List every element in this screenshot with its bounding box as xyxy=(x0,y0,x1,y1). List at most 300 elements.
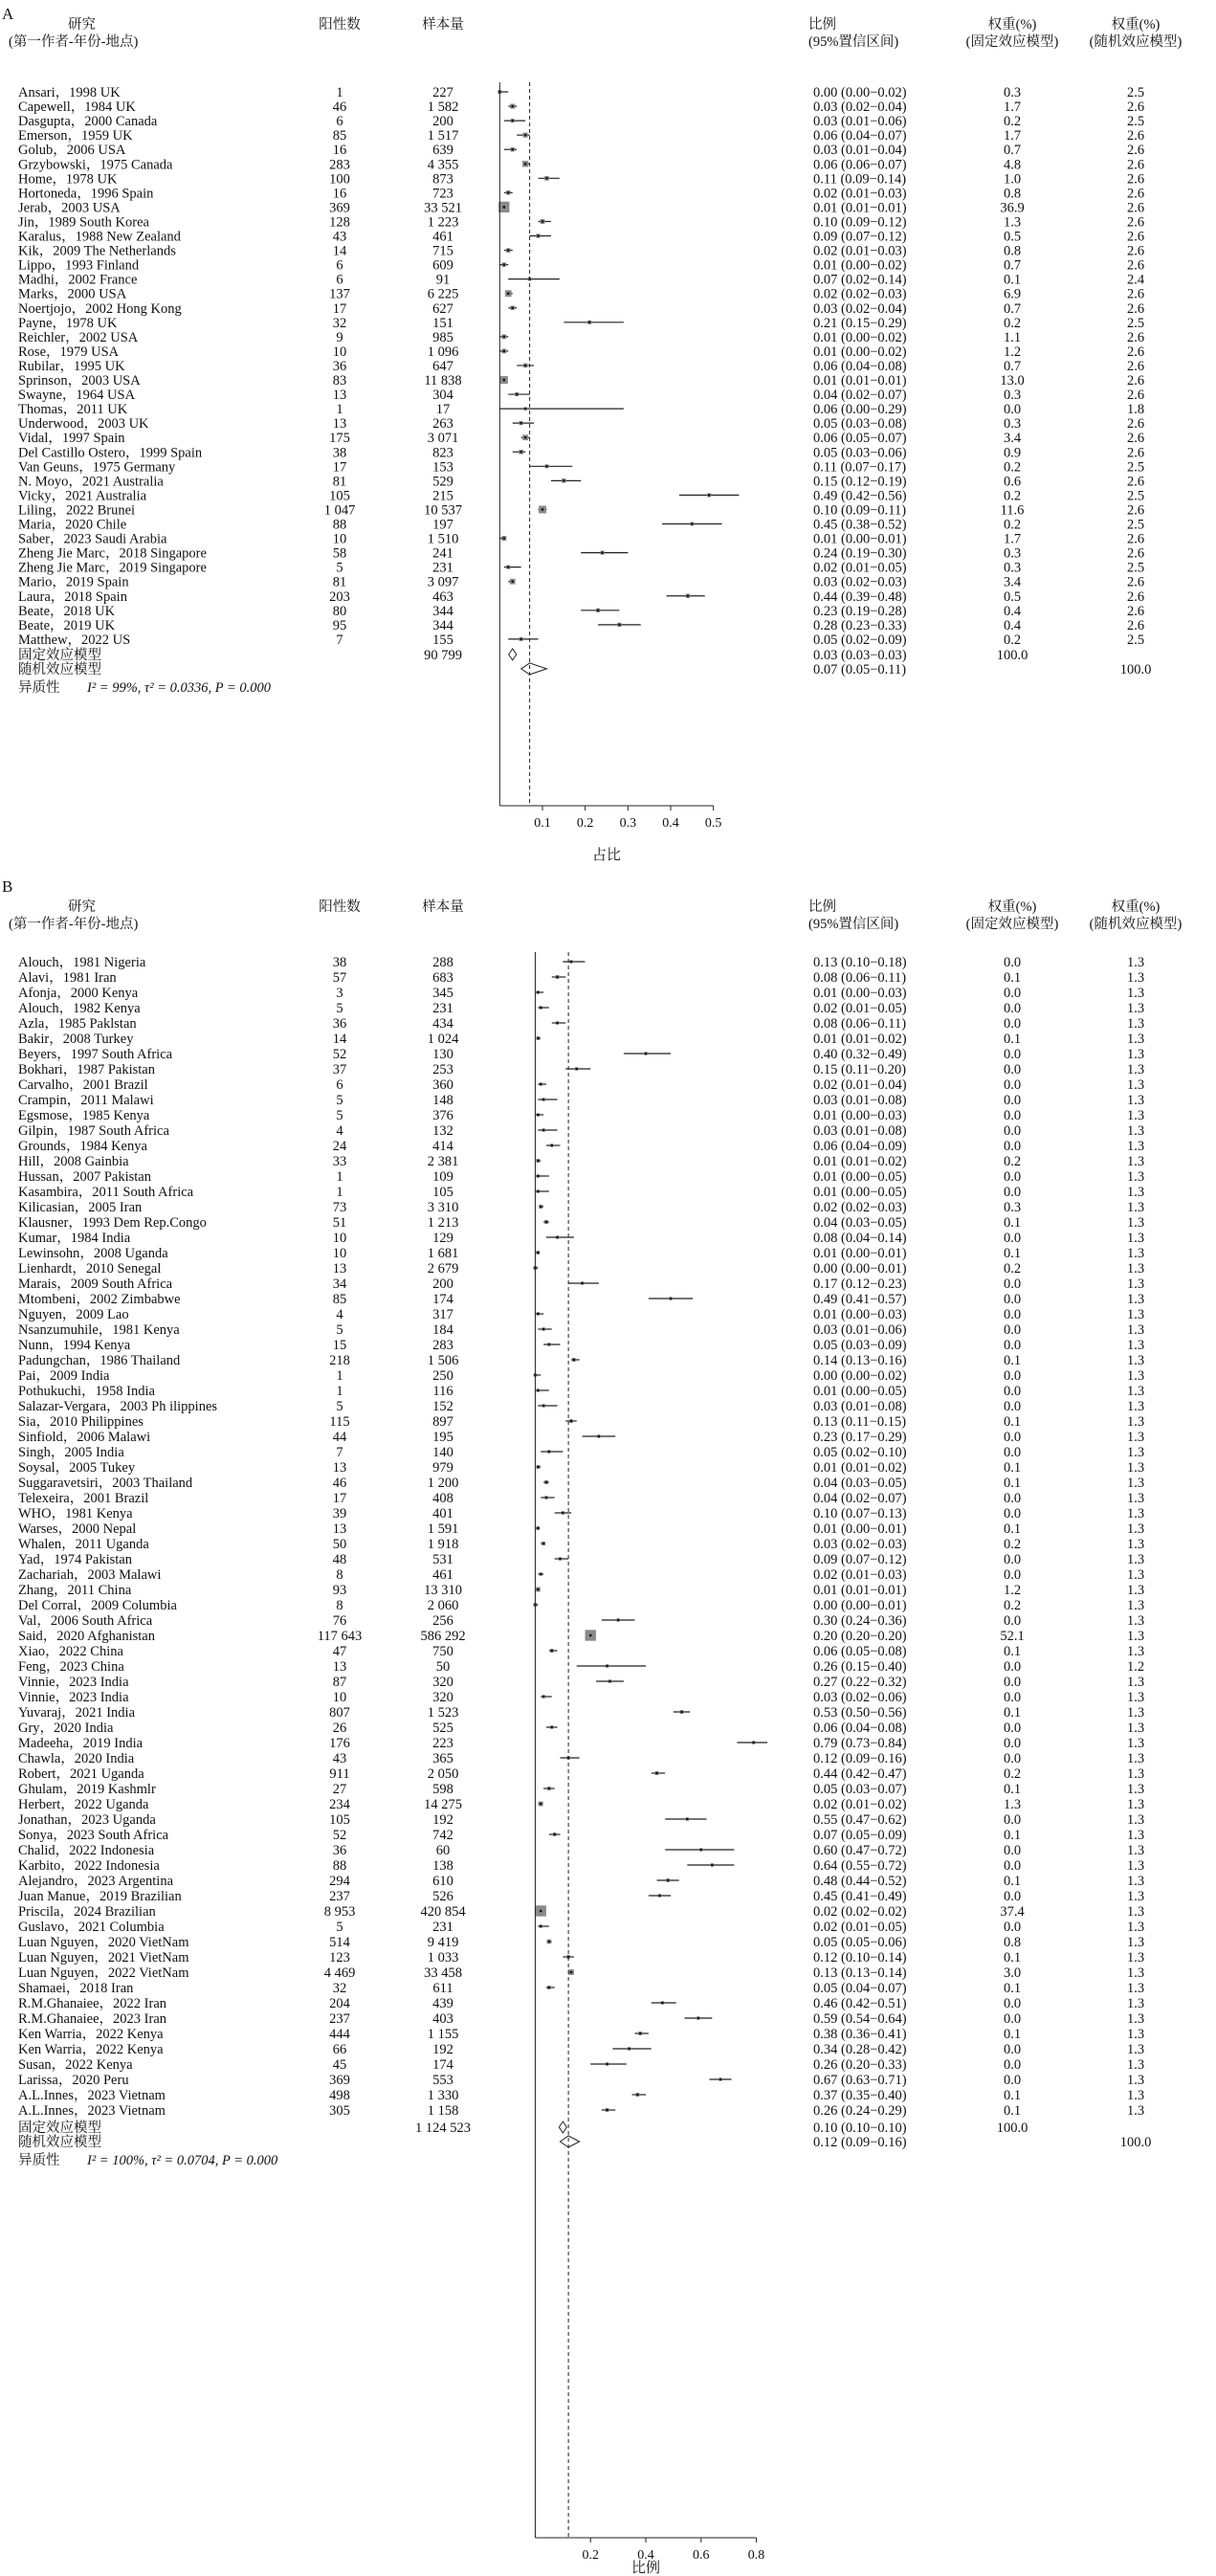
study-point-estimate xyxy=(601,551,603,553)
study-row xyxy=(18,1169,1144,1185)
study-weight-fixed: 0.0 xyxy=(1003,955,1022,970)
study-row xyxy=(18,2057,1144,2073)
study-events: 5 xyxy=(336,1920,343,1935)
study-weight-fixed: 1.2 xyxy=(1003,1583,1022,1598)
study-point-estimate xyxy=(570,1971,572,1973)
study-total: 2 060 xyxy=(427,1598,459,1613)
heterogeneity-label: 异质性 xyxy=(18,2153,60,2168)
study-point-estimate xyxy=(542,1129,544,1131)
study-weight-fixed: 0.2 xyxy=(1003,488,1022,504)
study-weight-fixed: 4.8 xyxy=(1003,157,1022,173)
study-name: Hussan，2007 Pakistan xyxy=(18,1169,151,1185)
study-row xyxy=(18,1108,1144,1123)
study-row xyxy=(18,1414,1144,1430)
study-total: 263 xyxy=(432,416,453,433)
study-ci-text: 0.37 (0.35−0.40) xyxy=(813,2088,907,2103)
study-events: 305 xyxy=(329,2103,350,2119)
study-total: 174 xyxy=(432,2057,453,2073)
study-point-estimate xyxy=(537,1160,539,1162)
study-total: 360 xyxy=(432,1077,453,1093)
study-events: 10 xyxy=(332,531,347,547)
x-axis-tick-label: 0.4 xyxy=(637,2548,654,2563)
study-point-estimate xyxy=(512,105,514,107)
study-row xyxy=(18,970,1144,986)
study-row xyxy=(18,1736,1144,1751)
study-point-estimate xyxy=(548,1941,550,1943)
study-total: 525 xyxy=(432,1721,453,1736)
study-weight-random: 2.6 xyxy=(1126,243,1145,259)
study-name: Feng，2023 China xyxy=(18,1659,124,1675)
study-weight-fixed: 37.4 xyxy=(1000,1904,1025,1920)
study-ci-text: 0.67 (0.63−0.71) xyxy=(813,2073,907,2088)
study-ci-text: 0.02 (0.02−0.03) xyxy=(813,286,907,302)
study-total: 250 xyxy=(432,1368,453,1384)
study-name: Maria，2020 Chile xyxy=(18,517,127,533)
study-events: 237 xyxy=(329,2011,350,2027)
study-point-estimate xyxy=(507,566,509,567)
study-row xyxy=(18,955,1144,970)
study-total: 200 xyxy=(432,1277,453,1292)
study-weight-random: 2.5 xyxy=(1126,560,1145,576)
study-name: Warses，2000 Nepal xyxy=(18,1521,137,1537)
study-weight-fixed: 0.0 xyxy=(1003,1185,1022,1200)
study-events: 498 xyxy=(329,2088,350,2103)
header-study: 研究 xyxy=(68,17,96,33)
study-weight-random: 1.3 xyxy=(1126,1001,1145,1016)
study-weight-random: 1.3 xyxy=(1126,1277,1145,1292)
study-events: 43 xyxy=(332,1751,347,1766)
study-name: Liling，2022 Brunei xyxy=(18,502,136,519)
study-weight-random: 1.2 xyxy=(1126,1659,1145,1675)
study-name: Swayne，1964 USA xyxy=(18,388,136,404)
study-ci-text: 0.10 (0.09−0.12) xyxy=(813,214,907,231)
study-row xyxy=(18,359,1144,374)
study-name: Salazar-Vergara，2003 Ph ilippines xyxy=(18,1399,218,1414)
x-axis-label: 比例 xyxy=(630,2561,661,2576)
study-name: Beate，2019 UK xyxy=(18,617,116,633)
study-name: Alouch，1981 Nigeria xyxy=(18,955,146,970)
study-weight-random: 1.3 xyxy=(1126,1935,1145,1950)
study-row xyxy=(18,1996,1144,2011)
study-weight-random: 1.3 xyxy=(1126,1782,1145,1797)
study-events: 105 xyxy=(329,488,350,504)
study-total: 192 xyxy=(432,1812,453,1828)
study-point-estimate xyxy=(524,408,526,410)
study-point-estimate xyxy=(551,1144,553,1146)
study-total: 1 096 xyxy=(427,344,459,360)
study-point-estimate xyxy=(556,976,558,978)
study-events: 45 xyxy=(332,2057,347,2073)
study-name: Saber，2023 Saudi Arabia xyxy=(18,531,167,547)
study-point-estimate xyxy=(548,1788,550,1789)
study-total: 420 854 xyxy=(420,1904,466,1920)
header-weight-fixed: 权重(%) xyxy=(987,17,1037,33)
study-total: 610 xyxy=(432,1874,453,1889)
study-row xyxy=(18,1659,1144,1675)
study-name: Nunn，1994 Kenya xyxy=(18,1338,131,1353)
study-row xyxy=(18,575,1144,590)
study-events: 123 xyxy=(329,1950,350,1965)
study-weight-fixed: 0.1 xyxy=(1003,1981,1022,1996)
study-point-estimate xyxy=(570,961,572,963)
study-ci-text: 0.60 (0.47−0.72) xyxy=(813,1843,907,1858)
study-ci-text: 0.01 (0.00−0.03) xyxy=(813,986,907,1001)
study-ci-text: 0.10 (0.09−0.11) xyxy=(813,502,907,519)
study-name: Guslavo，2021 Columbia xyxy=(18,1920,165,1935)
study-row xyxy=(18,2011,1144,2027)
study-events: 10 xyxy=(332,1690,347,1705)
study-weight-fixed: 1.7 xyxy=(1003,100,1022,116)
study-ci-text: 0.26 (0.24−0.29) xyxy=(813,2103,907,2119)
study-weight-random: 1.3 xyxy=(1126,1047,1145,1062)
study-total: 256 xyxy=(432,1613,453,1629)
x-axis-tick-label: 0.1 xyxy=(534,816,551,831)
study-name: Home，1978 UK xyxy=(18,171,118,188)
study-total: 195 xyxy=(432,1430,453,1445)
study-weight-fixed: 0.2 xyxy=(1003,1537,1022,1552)
header-weight-fixed-sub: (固定效应模型) xyxy=(965,917,1059,932)
study-weight-fixed: 0.0 xyxy=(1003,1812,1022,1828)
study-total: 365 xyxy=(432,1751,453,1766)
study-events: 911 xyxy=(329,1766,350,1782)
study-point-estimate xyxy=(628,2048,630,2050)
header-study-sub: (第一作者-年份-地点) xyxy=(9,917,139,932)
study-point-estimate xyxy=(507,191,509,193)
study-name: Kik，2009 The Netherlands xyxy=(18,243,176,259)
study-point-estimate xyxy=(503,263,505,265)
study-weight-fixed: 0.1 xyxy=(1003,272,1022,288)
study-weight-fixed: 1.3 xyxy=(1003,214,1022,231)
header-weight-random: 权重(%) xyxy=(1111,17,1161,33)
study-total: 742 xyxy=(432,1828,453,1843)
study-weight-random: 2.6 xyxy=(1126,329,1145,345)
study-weight-random: 1.3 xyxy=(1126,1874,1145,1889)
fixed-effect-diamond xyxy=(509,649,517,660)
study-events: 36 xyxy=(332,358,347,374)
study-weight-random: 2.5 xyxy=(1126,85,1145,100)
study-name: Del Castillo Ostero，1999 Spain xyxy=(18,445,203,461)
study-weight-random: 1.3 xyxy=(1126,1552,1145,1567)
study-weight-fixed: 0.2 xyxy=(1003,114,1022,130)
study-weight-fixed: 11.6 xyxy=(1000,502,1025,519)
study-ci-text: 0.28 (0.23−0.33) xyxy=(813,617,907,633)
study-row xyxy=(18,459,1144,475)
study-weight-random: 1.3 xyxy=(1126,1032,1145,1047)
study-name: Gilpin，1987 South Africa xyxy=(18,1123,169,1139)
study-name: Pothukuchi，1958 India xyxy=(18,1384,155,1399)
study-weight-fixed: 0.1 xyxy=(1003,2088,1022,2103)
study-name: Gry，2020 India xyxy=(18,1721,114,1736)
study-weight-fixed: 52.1 xyxy=(1000,1629,1025,1644)
study-total: 434 xyxy=(432,1016,453,1032)
study-ci-text: 0.06 (0.00−0.29) xyxy=(813,402,907,418)
study-ci-text: 0.15 (0.11−0.20) xyxy=(813,1062,907,1077)
study-weight-random: 2.4 xyxy=(1126,272,1145,288)
study-events: 13 xyxy=(332,388,347,404)
study-weight-random: 1.3 xyxy=(1126,1950,1145,1965)
study-ci-text: 0.05 (0.02−0.09) xyxy=(813,632,907,648)
study-events: 14 xyxy=(332,243,347,259)
study-name: Jonathan，2023 Uganda xyxy=(18,1812,156,1828)
study-total: 132 xyxy=(432,1123,453,1139)
study-row xyxy=(18,2042,1144,2057)
study-weight-random: 1.3 xyxy=(1126,1736,1145,1751)
study-point-estimate xyxy=(516,393,518,395)
study-weight-fixed: 1.2 xyxy=(1003,344,1022,360)
study-weight-fixed: 0.0 xyxy=(1003,1736,1022,1751)
study-events: 6 xyxy=(336,114,343,130)
study-row xyxy=(18,186,1144,201)
study-row xyxy=(18,402,1144,417)
study-name: Soysal，2005 Tukey xyxy=(18,1460,136,1476)
study-row xyxy=(18,100,1144,115)
random-effect-label: 随机效应模型 xyxy=(18,661,101,677)
study-weight-random: 1.3 xyxy=(1126,1981,1145,1996)
study-ci-text: 0.02 (0.01−0.05) xyxy=(813,1001,907,1016)
study-name: Sonya，2023 South Africa xyxy=(18,1828,169,1843)
study-weight-fixed: 1.1 xyxy=(1003,329,1022,345)
study-events: 36 xyxy=(332,1843,347,1858)
random-effect-ci-text: 0.12 (0.09−0.16) xyxy=(813,2135,907,2150)
study-events: 13 xyxy=(332,1460,347,1476)
study-events: 17 xyxy=(332,1491,347,1506)
study-events: 4 xyxy=(336,1123,343,1139)
study-total: 184 xyxy=(432,1322,453,1338)
study-point-estimate xyxy=(537,1313,539,1315)
study-weight-fixed: 3.4 xyxy=(1003,431,1022,447)
study-weight-random: 2.6 xyxy=(1126,358,1145,374)
study-total: 3 097 xyxy=(427,574,459,590)
study-row xyxy=(18,618,1144,633)
study-row xyxy=(18,1093,1144,1108)
study-weight-fixed: 0.7 xyxy=(1003,300,1022,317)
study-weight-random: 2.6 xyxy=(1126,588,1145,605)
study-ci-text: 0.49 (0.41−0.57) xyxy=(813,1292,907,1307)
study-row xyxy=(18,114,1144,129)
study-weight-fixed: 0.0 xyxy=(1003,1093,1022,1108)
study-point-estimate xyxy=(542,508,543,510)
study-events: 369 xyxy=(329,200,350,216)
study-events: 5 xyxy=(336,1108,343,1123)
study-name: Klausner，1993 Dem Rep.Congo xyxy=(18,1215,207,1231)
study-row xyxy=(18,1613,1144,1629)
study-events: 10 xyxy=(332,344,347,360)
study-name: Grzybowski，1975 Canada xyxy=(18,157,173,173)
study-events: 369 xyxy=(329,2073,350,2088)
study-weight-fixed: 0.0 xyxy=(1003,1292,1022,1307)
study-name: Karbito，2022 Indonesia xyxy=(18,1858,160,1874)
study-events: 176 xyxy=(329,1736,350,1751)
study-ci-text: 0.09 (0.07−0.12) xyxy=(813,1552,907,1567)
study-events: 87 xyxy=(332,1675,347,1690)
study-point-estimate xyxy=(556,1022,558,1024)
study-point-estimate xyxy=(700,1849,702,1851)
study-name: Said，2020 Afghanistan xyxy=(18,1629,155,1644)
study-row xyxy=(18,1537,1144,1552)
study-events: 88 xyxy=(332,517,347,533)
study-total: 1 155 xyxy=(427,2027,459,2042)
study-total: 1 582 xyxy=(427,100,459,116)
study-point-estimate xyxy=(573,1359,575,1361)
study-weight-random: 2.6 xyxy=(1126,100,1145,116)
study-point-estimate xyxy=(551,1650,553,1652)
study-row xyxy=(18,589,1144,605)
study-events: 3 xyxy=(336,986,343,1001)
study-total: 414 xyxy=(432,1139,453,1154)
study-point-estimate xyxy=(524,163,526,165)
study-events: 105 xyxy=(329,1812,350,1828)
study-name: Karalus，1988 New Zealand xyxy=(18,229,181,245)
study-total: 174 xyxy=(432,1292,453,1307)
study-ci-text: 0.06 (0.06−0.07) xyxy=(813,157,907,173)
study-point-estimate xyxy=(542,1405,544,1407)
header-proportion: 比例 xyxy=(808,899,836,915)
study-weight-random: 2.5 xyxy=(1126,632,1145,648)
study-weight-fixed: 0.0 xyxy=(1003,1307,1022,1322)
study-point-estimate xyxy=(542,1099,544,1100)
study-weight-random: 1.3 xyxy=(1126,1904,1145,1920)
study-row xyxy=(18,1583,1144,1598)
study-total: 553 xyxy=(432,2073,453,2088)
study-events: 83 xyxy=(332,373,347,389)
study-ci-text: 0.01 (0.00−0.02) xyxy=(813,344,907,360)
study-point-estimate xyxy=(687,595,689,597)
study-point-estimate xyxy=(520,422,521,424)
study-point-estimate xyxy=(553,1833,555,1835)
study-row xyxy=(18,200,1144,215)
study-point-estimate xyxy=(636,2094,638,2096)
study-weight-random: 1.3 xyxy=(1126,2088,1145,2103)
study-ci-text: 0.15 (0.12−0.19) xyxy=(813,474,907,490)
study-total: 1 523 xyxy=(427,1705,459,1721)
x-axis-tick-label: 0.4 xyxy=(662,816,679,831)
study-weight-random: 1.3 xyxy=(1126,1215,1145,1231)
study-weight-fixed: 0.7 xyxy=(1003,358,1022,374)
study-weight-fixed: 0.0 xyxy=(1003,2073,1022,2088)
study-point-estimate xyxy=(658,1895,660,1897)
study-weight-random: 1.3 xyxy=(1126,1613,1145,1629)
study-name: Madeeha，2019 India xyxy=(18,1736,144,1751)
study-total: 1 591 xyxy=(427,1521,459,1537)
study-name: Hill，2008 Gainbia xyxy=(18,1154,129,1169)
study-total: 317 xyxy=(432,1307,453,1322)
study-weight-fixed: 0.2 xyxy=(1003,1154,1022,1169)
study-point-estimate xyxy=(548,1451,550,1453)
study-point-estimate xyxy=(563,479,564,481)
study-weight-random: 2.6 xyxy=(1126,445,1145,461)
study-row xyxy=(18,143,1144,158)
study-point-estimate xyxy=(520,451,521,453)
study-total: 723 xyxy=(432,186,453,202)
study-name: Sinfiold，2006 Malawi xyxy=(18,1430,151,1445)
study-weight-fixed: 0.0 xyxy=(1003,1843,1022,1858)
study-total: 1 681 xyxy=(427,1246,459,1261)
study-total: 401 xyxy=(432,1506,453,1521)
study-point-estimate xyxy=(537,1389,539,1391)
study-events: 46 xyxy=(332,1476,347,1491)
study-events: 237 xyxy=(329,1889,350,1904)
study-total: 3 310 xyxy=(427,1200,459,1215)
study-name: R.M.Ghanaiee，2022 Iran xyxy=(18,1996,167,2011)
study-weight-random: 2.6 xyxy=(1126,157,1145,173)
study-point-estimate xyxy=(598,1435,600,1437)
study-weight-random: 2.6 xyxy=(1126,286,1145,302)
study-weight-random: 2.6 xyxy=(1126,502,1145,519)
study-point-estimate xyxy=(639,2032,641,2034)
study-weight-fixed: 0.3 xyxy=(1003,1200,1022,1215)
header-total: 样本量 xyxy=(422,17,464,33)
study-row xyxy=(18,2073,1144,2088)
study-name: Nguyen，2009 Lao xyxy=(18,1307,129,1322)
study-events: 137 xyxy=(329,286,350,302)
study-name: Jerab，2003 USA xyxy=(18,200,121,216)
study-weight-fixed: 0.1 xyxy=(1003,1874,1022,1889)
fixed-effect-total: 1 124 523 xyxy=(415,2121,471,2136)
study-point-estimate xyxy=(537,234,539,236)
study-weight-fixed: 0.0 xyxy=(1003,2011,1022,2027)
study-ci-text: 0.02 (0.01−0.03) xyxy=(813,243,907,259)
study-events: 17 xyxy=(332,300,347,317)
study-row xyxy=(18,1154,1144,1169)
study-total: 231 xyxy=(432,560,453,576)
study-row xyxy=(18,1874,1144,1889)
study-weight-fixed: 36.9 xyxy=(1000,200,1025,216)
study-row xyxy=(18,1705,1144,1721)
study-total: 11 838 xyxy=(424,373,462,389)
study-row xyxy=(18,1598,1144,1613)
study-ci-text: 0.14 (0.13−0.16) xyxy=(813,1353,907,1368)
study-point-estimate xyxy=(661,2002,663,2004)
study-total: 153 xyxy=(432,459,453,476)
study-weight-random: 2.6 xyxy=(1126,186,1145,202)
study-ci-text: 0.48 (0.44−0.52) xyxy=(813,1874,907,1889)
study-ci-text: 0.01 (0.01−0.01) xyxy=(813,1583,907,1598)
study-total: 609 xyxy=(432,257,453,274)
x-axis-label: 占比 xyxy=(591,848,622,863)
study-weight-fixed: 3.4 xyxy=(1003,574,1022,590)
study-events: 444 xyxy=(329,2027,350,2042)
study-weight-fixed: 0.0 xyxy=(1003,1491,1022,1506)
study-weight-fixed: 0.1 xyxy=(1003,1782,1022,1797)
study-total: 283 xyxy=(432,1338,453,1353)
study-weight-random: 1.3 xyxy=(1126,1384,1145,1399)
study-name: Lippo，1993 Finland xyxy=(18,257,140,274)
study-point-estimate xyxy=(559,1558,561,1560)
study-ci-text: 0.40 (0.32−0.49) xyxy=(813,1047,907,1062)
study-name: Kilicasian，2005 Iran xyxy=(18,1200,143,1215)
study-row xyxy=(18,1766,1144,1782)
study-ci-text: 0.04 (0.03−0.05) xyxy=(813,1215,907,1231)
forest-panel-a xyxy=(2,5,1182,863)
study-events: 52 xyxy=(332,1047,347,1062)
study-weight-fixed: 0.1 xyxy=(1003,1521,1022,1537)
study-total: 1 506 xyxy=(427,1353,459,1368)
study-weight-random: 1.3 xyxy=(1126,1399,1145,1414)
study-ci-text: 0.06 (0.04−0.08) xyxy=(813,358,907,374)
study-events: 1 xyxy=(336,1169,343,1185)
study-weight-random: 2.5 xyxy=(1126,459,1145,476)
study-events: 6 xyxy=(336,1077,343,1093)
study-name: Mtombeni，2002 Zimbabwe xyxy=(18,1292,181,1307)
study-ci-text: 0.04 (0.03−0.05) xyxy=(813,1476,907,1491)
study-events: 15 xyxy=(332,1338,347,1353)
study-row xyxy=(18,1521,1144,1537)
study-weight-random: 1.3 xyxy=(1126,1261,1145,1277)
study-total: 60 xyxy=(435,1843,451,1858)
study-point-estimate xyxy=(548,1344,550,1345)
study-events: 1 xyxy=(336,1384,343,1399)
study-weight-random: 1.3 xyxy=(1126,2027,1145,2042)
